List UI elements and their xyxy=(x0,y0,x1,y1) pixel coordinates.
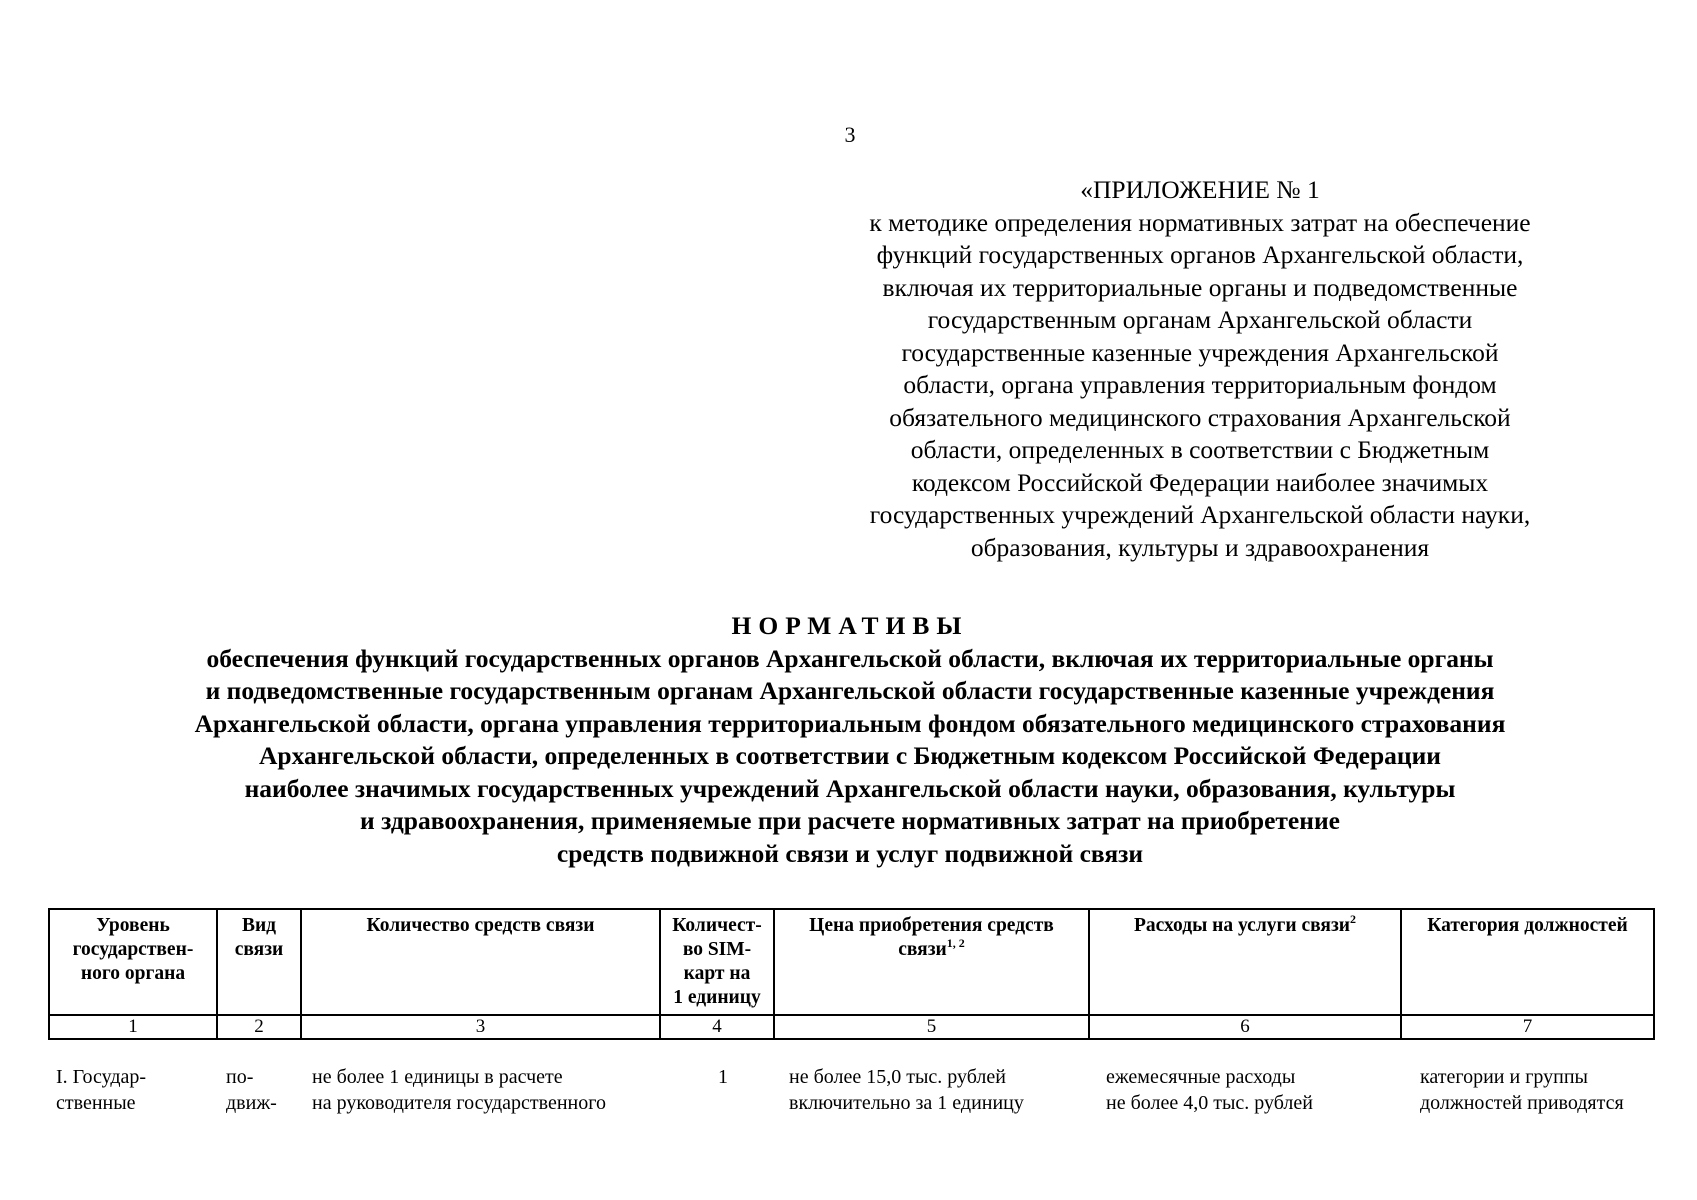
appendix-line: включая их территориальные органы и подведомственные xyxy=(882,272,1518,302)
column-number: 3 xyxy=(301,1015,660,1039)
header-device-quantity: Количество средств связи xyxy=(301,909,660,1015)
header-purchase-price: Цена приобретения средств связи$^{1, 2}$ xyxy=(774,909,1089,1015)
column-number: 1 xyxy=(49,1015,217,1039)
title-line: средств подвижной связи и услуг подвижной связи xyxy=(556,838,1144,868)
appendix-line: образования, культуры и здравоохранения xyxy=(970,532,1430,562)
page-number: 3 xyxy=(844,122,856,147)
title-line: Архангельской области, органа управления территориальным фондом обязательного медицинского страхования xyxy=(194,708,1506,738)
title-line: и подведомственные государственным органам Архангельской области государственные казенные учреждения xyxy=(205,676,1495,705)
cell-device-quantity: не более 1 единицы в расчете на руководителя государственного xyxy=(312,1066,606,1114)
header-position-category: Категория должностей xyxy=(1401,909,1654,1015)
appendix-line: «ПРИЛОЖЕНИЕ № 1 xyxy=(1080,175,1320,204)
title-line: и здравоохранения, применяемые при расчете нормативных затрат на приобретение xyxy=(360,806,1340,835)
column-number: 4 xyxy=(660,1015,774,1039)
cell-position-category: категории и группы должностей приводятся xyxy=(1420,1066,1624,1114)
cell-service-costs: ежемесячные расходы не более 4,0 тыс. рублей xyxy=(1106,1066,1313,1114)
appendix-header xyxy=(820,174,1580,564)
column-number: 7 xyxy=(1401,1015,1654,1039)
table-row xyxy=(48,1064,1667,1116)
header-sim-count: Количест- во SIM- карт на 1 единицу xyxy=(660,909,774,1015)
cell-connection-type: по- движ- xyxy=(226,1066,277,1114)
cell-purchase-price: не более 15,0 тыс. рублей включительно за 1 единицу xyxy=(789,1066,1024,1114)
document-title xyxy=(60,610,1640,870)
appendix-line: государственные казенные учреждения Архангельской xyxy=(901,337,1499,367)
header-connection-type: Вид связи xyxy=(217,909,301,1015)
norms-table-body xyxy=(48,1064,1667,1116)
title-line: обеспечения функций государственных органов Архангельской области, включая их территориальные органы xyxy=(206,643,1494,673)
appendix-line: кодексом Российской Федерации наиболее значимых xyxy=(911,467,1489,497)
appendix-line: функций государственных органов Архангельской области, xyxy=(876,240,1524,269)
title-line: Архангельской области, определенных в соответствии с Бюджетным кодексом Российской Федерации xyxy=(259,741,1441,770)
header-government-level: Уровень государствен- ного органа xyxy=(49,909,217,1015)
title-line: наиболее значимых государственных учреждений Архангельской области науки, образования, культуры xyxy=(244,773,1456,803)
appendix-line: к методике определения нормативных затрат на обеспечение xyxy=(869,207,1531,237)
appendix-line: обязательного медицинского страхования Архангельской xyxy=(889,402,1511,432)
appendix-line: государственных учреждений Архангельской области науки, xyxy=(869,500,1531,529)
header-service-costs: Расходы на услуги связи$^2$ xyxy=(1089,909,1401,1015)
cell-government-level: I. Государ- ственные xyxy=(56,1066,147,1114)
column-number-row xyxy=(49,1015,1654,1039)
title-heading: НОРМАТИВЫ xyxy=(731,611,969,640)
cell-sim-count: 1 xyxy=(718,1066,728,1088)
column-number: 5 xyxy=(774,1015,1089,1039)
appendix-line: области, органа управления территориальным фондом xyxy=(903,370,1497,399)
appendix-line: государственным органам Архангельской области xyxy=(927,305,1473,334)
column-number: 2 xyxy=(217,1015,301,1039)
norms-table-header xyxy=(48,908,1655,1040)
column-number: 6 xyxy=(1089,1015,1401,1039)
appendix-line: области, определенных в соответствии с Бюджетным xyxy=(910,435,1490,464)
